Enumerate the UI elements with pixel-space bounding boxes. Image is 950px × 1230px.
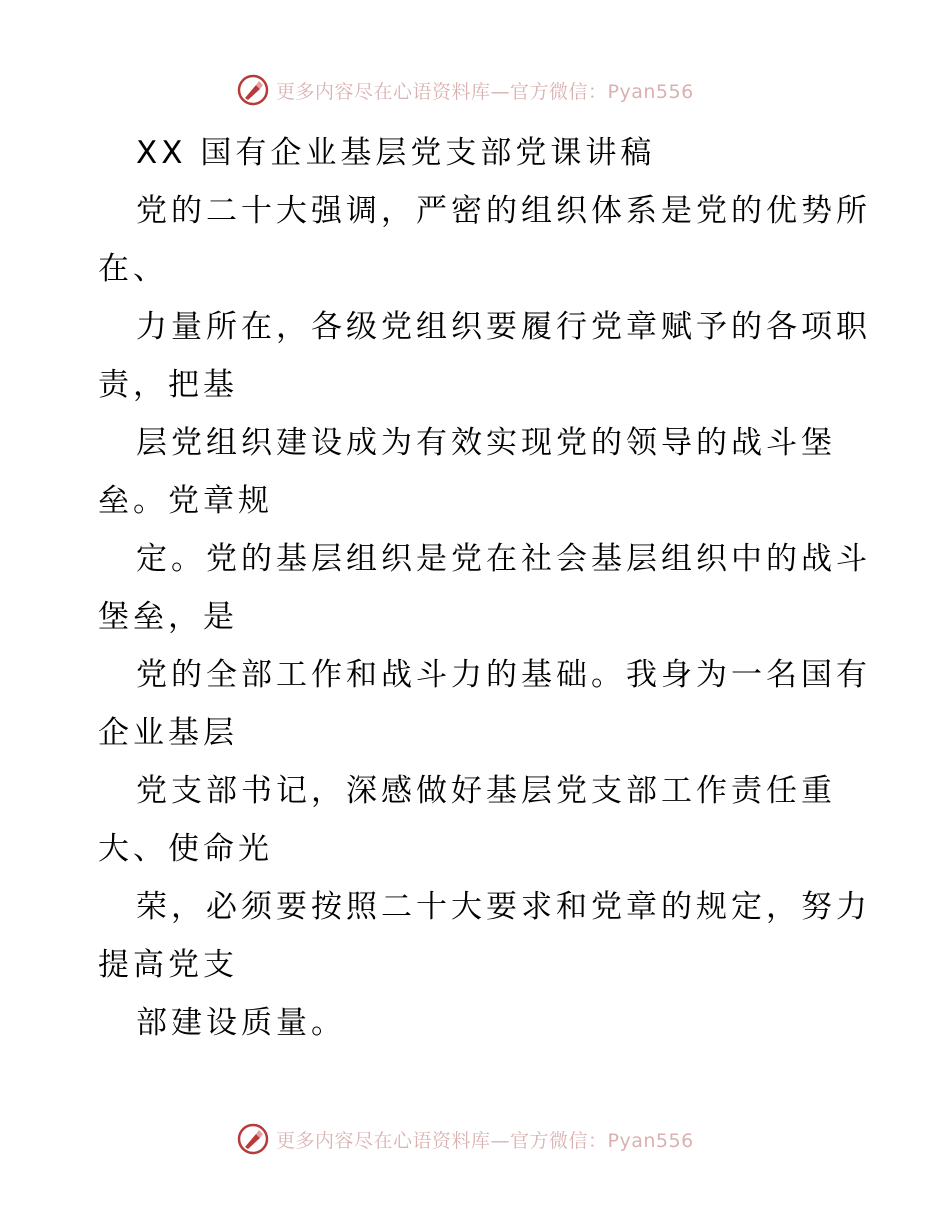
- paragraph-line: 堡垒，是: [98, 599, 238, 635]
- paragraph-line: 荣，必须要按照二十大要求和党章的规定，努力: [136, 889, 871, 925]
- paragraph-line: 企业基层: [98, 715, 238, 751]
- footer-watermark: [236, 1121, 694, 1157]
- paragraph-line: 大、使命光: [98, 831, 273, 867]
- watermark-text: 更多内容尽在心语资料库—官方微信：Pyan556: [276, 1129, 694, 1152]
- pen-nib-icon: [236, 1122, 270, 1156]
- paragraph-line: 党的全部工作和战斗力的基础。我身为一名国有: [136, 657, 871, 693]
- paragraph-line: 垒。党章规: [98, 483, 273, 519]
- paragraph-line: 定。党的基层组织是党在社会基层组织中的战斗: [136, 541, 871, 577]
- paragraph-line: 部建设质量。: [136, 1005, 346, 1041]
- paragraph-line: 党支部书记，深感做好基层党支部工作责任重: [136, 773, 836, 809]
- watermark-text: 更多内容尽在心语资料库—官方微信：Pyan556: [276, 80, 694, 103]
- pen-nib-icon: [236, 73, 270, 107]
- paragraph-line: 在、: [98, 251, 168, 287]
- document-title: XX 国有企业基层党支部党课讲稿: [136, 135, 656, 171]
- paragraph-line: 党的二十大强调，严密的组织体系是党的优势所: [136, 193, 871, 229]
- paragraph-line: 力量所在，各级党组织要履行党章赋予的各项职: [136, 309, 871, 345]
- paragraph-line: 提高党支: [98, 947, 238, 983]
- document-body: [98, 124, 871, 1052]
- paragraph-line: 层党组织建设成为有效实现党的领导的战斗堡: [136, 425, 836, 461]
- header-watermark: [236, 72, 694, 108]
- paragraph-line: 责，把基: [98, 367, 238, 403]
